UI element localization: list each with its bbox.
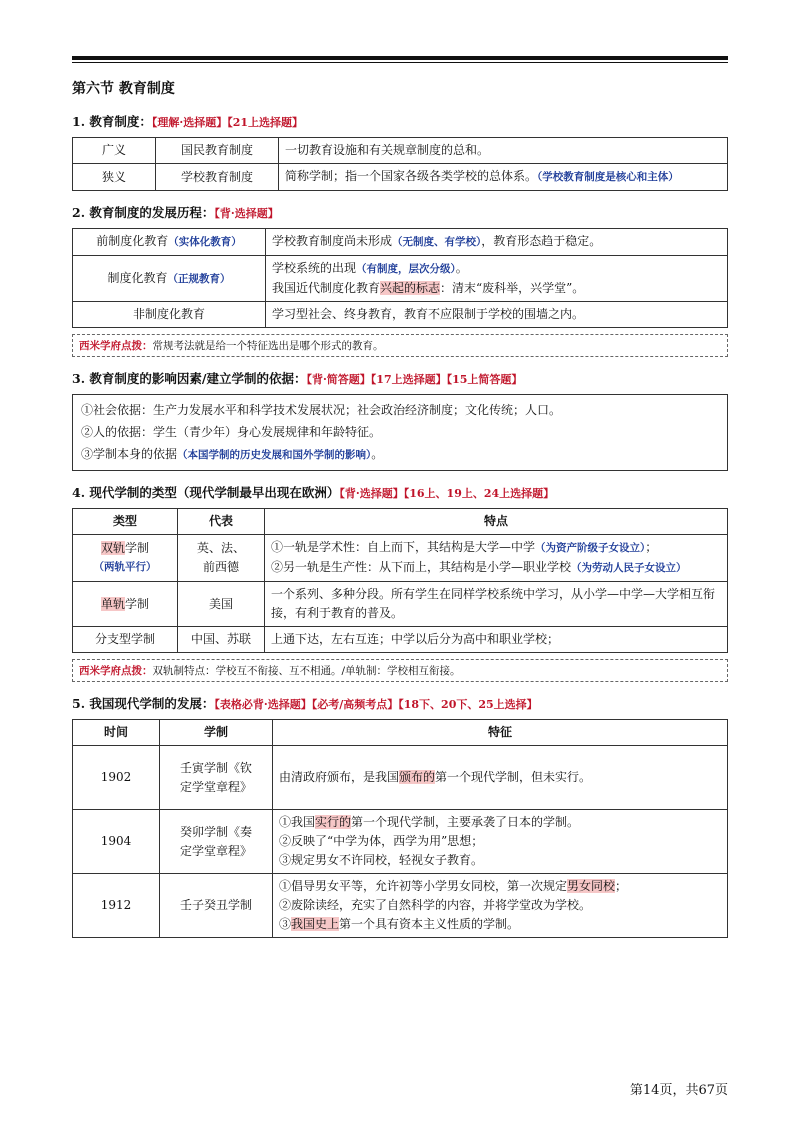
s3-tag: 【背·简答题】【17上选择题】【15上简答题】 — [306, 373, 523, 386]
s1-title: 1. 教育制度：【理解·选择题】【21上选择题】 — [72, 114, 304, 129]
s5-title: 5. 我国现代学制的发展：【表格必背·选择题】【必考/高频考点】【18下、20下、25上选择】 — [72, 696, 538, 711]
table-row: 1904 癸卯学制《奏 定学堂章程》 ①我国实行的第一个现代学制，主要承袭了日本的学制。 ②反映了“中学为体，西学为用”思想； ③规定男女不许同校，轻视女子教育。 — [73, 810, 728, 874]
table-row: 单轨学制 美国 一个系列、多种分段。所有学生在同样学校系统中学习，从小学—中学—大学相互衔接，有利于教育的普及。 — [73, 582, 728, 627]
table-row: 分支型学制 中国、苏联 上通下达，左右互连；中学以后分为高中和职业学校； — [73, 627, 728, 653]
s2-tip-box: 西米学府点拨：常规考法就是给一个特征选出是哪个形式的教育。 — [72, 334, 728, 357]
s4-title: 4. 现代学制的类型（现代学制最早出现在欧洲）【背·选择题】【16上、19上、24上选择题】 — [72, 485, 555, 500]
s3-box: ①社会依据：生产力发展水平和科学技术发展状况；社会政治经济制度；文化传统；人口。 ②人的依据：学生（青少年）身心发展规律和年龄特征。 ③学制本身的依据（本国学制的历史发展和国外学制的影响）。 — [72, 394, 728, 471]
s5-tag: 【表格必背·选择题】【必考/高频考点】【18下、20下、25上选择】 — [214, 698, 538, 711]
top-thick-rule — [72, 56, 728, 60]
table-row: 前制度化教育（实体化教育） 学校教育制度尚未形成（无制度、有学校），教育形态趋于稳定。 — [73, 229, 728, 256]
document-page — [72, 72, 728, 938]
top-thin-rule — [72, 62, 728, 63]
s3-title: 3. 教育制度的影响因素/建立学制的依据：【背·简答题】【17上选择题】【15上简答题】 — [72, 371, 523, 386]
s1-table — [72, 137, 728, 191]
table-row: 1912 壬子癸丑学制 ①倡导男女平等，允许初等小学男女同校，第一次规定男女同校； ②废除读经，充实了自然科学的内容，并将学堂改为学校。 ③我国史上第一个具有资本主义性质的学制。 — [73, 874, 728, 938]
table-header-row: 类型 代表 特点 — [73, 509, 728, 535]
s2-tag: 【背·选择题】 — [214, 207, 279, 220]
s2-title: 2. 教育制度的发展历程：【背·选择题】 — [72, 205, 279, 220]
table-row: 狭义 学校教育制度 简称学制；指一个国家各级各类学校的总体系。（学校教育制度是核心和主体） — [73, 164, 728, 191]
table-row: 1902 壬寅学制《钦 定学堂章程》 由清政府颁布，是我国颁布的第一个现代学制，但未实行。 — [73, 746, 728, 810]
s4-tip-box: 西米学府点拨：双轨制特点：学校互不衔接、互不相通。/单轨制：学校相互衔接。 — [72, 659, 728, 682]
s4-tag: 【背·选择题】【16上、19上、24上选择题】 — [339, 487, 555, 500]
table-header-row: 时间 学制 特征 — [73, 720, 728, 746]
s2-table — [72, 228, 728, 328]
section-heading: 第六节 教育制度 — [72, 81, 175, 97]
page-number: 第14页，共67页 — [629, 1083, 728, 1098]
s1-tag: 【理解·选择题】【21上选择题】 — [151, 116, 304, 129]
table-row: 制度化教育（正规教育） 学校系统的出现（有制度，层次分级）。 我国近代制度化教育兴起的标志：清末“废科举，兴学堂”。 — [73, 256, 728, 302]
s4-table — [72, 508, 728, 653]
s5-table — [72, 719, 728, 938]
table-row: 广义 国民教育制度 一切教育设施和有关规章制度的总和。 — [73, 138, 728, 164]
table-row: 非制度化教育 学习型社会、终身教育，教育不应限制于学校的围墙之内。 — [73, 302, 728, 328]
table-row: 双轨学制 （两轨平行） 英、法、 前西德 ①一轨是学术性：自上而下，其结构是大学—中学（为资产阶级子女设立）； ②另一轨是生产性：从下而上，其结构是小学—职业学校（为劳动人民子女设立） — [73, 535, 728, 582]
